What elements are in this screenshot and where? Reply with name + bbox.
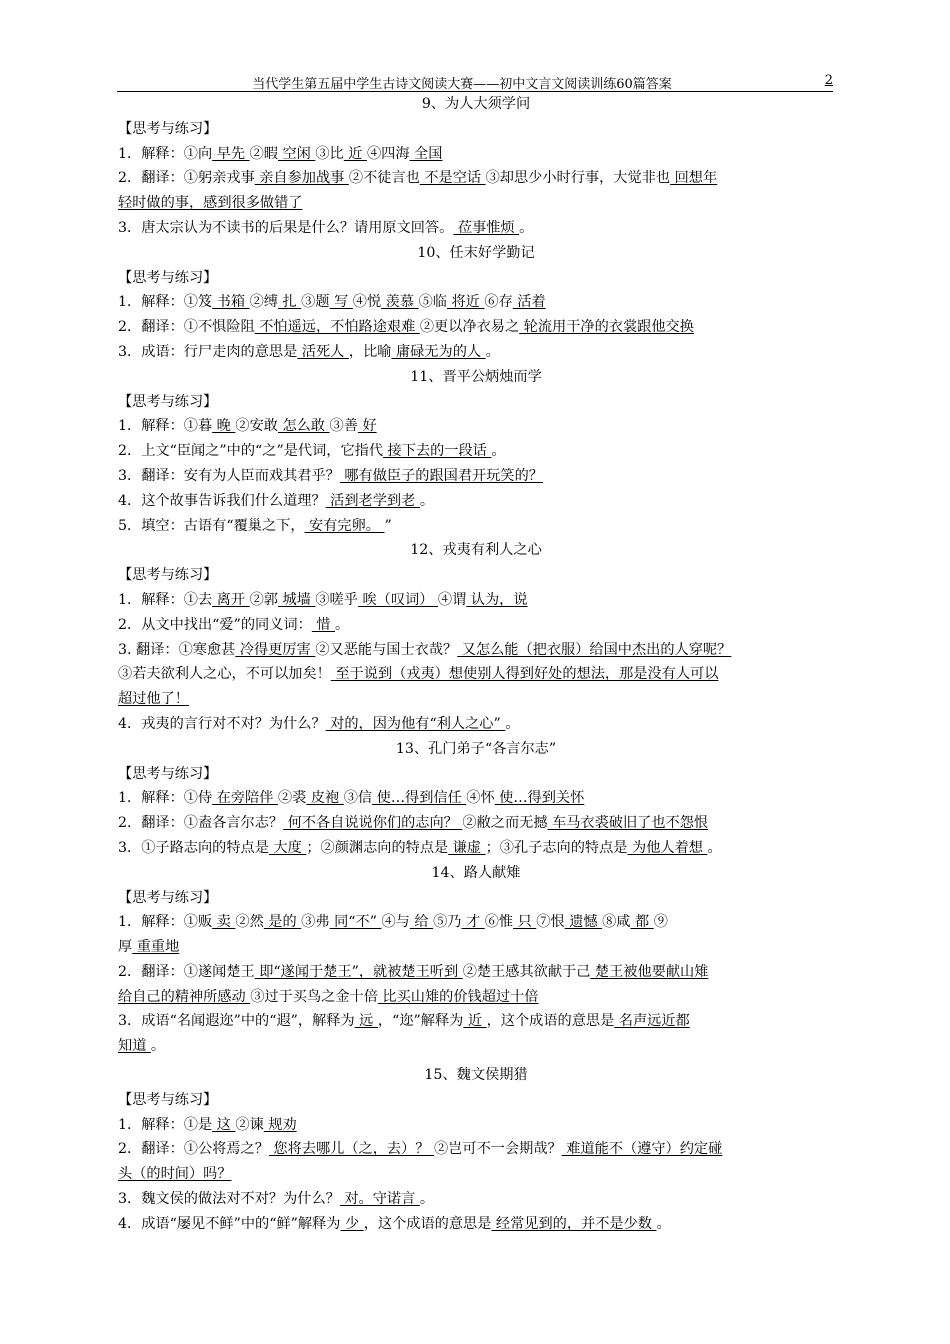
answer-text: 才 — [461, 914, 485, 931]
text-line — [118, 811, 834, 836]
answer-text: 经常见到的，并不是少数 — [491, 1215, 657, 1232]
question-text: ⑤临 — [418, 294, 447, 311]
question-text: ②裘 — [277, 790, 307, 807]
question-text: 2．翻译：①盍各言尔志？ — [118, 815, 284, 832]
question-text: ⑥存 — [484, 294, 513, 311]
answer-text: 比买山雉的价钱超过十倍 — [377, 988, 539, 1005]
answer-text: 大度 — [268, 839, 307, 856]
text-line — [118, 563, 834, 588]
question-text: 3．成语：行尸走肉的意思是 — [118, 343, 298, 360]
answer-text: 回想年 — [670, 170, 718, 187]
text-line — [118, 439, 834, 464]
section-title — [118, 861, 834, 886]
text-line — [118, 1034, 834, 1059]
text-line — [118, 340, 834, 365]
answer-text: 楚王被他要献山雉 — [590, 963, 709, 980]
question-text: ；②颜渊志向的特点是 — [306, 839, 449, 856]
answer-text: 少 — [340, 1215, 364, 1232]
question-text: ⑨ — [653, 914, 668, 931]
answer-text: 这 — [212, 1116, 236, 1133]
answer-text: 遗憾 — [564, 914, 603, 931]
question-text: ②更以净衣易之 — [419, 319, 520, 336]
text-line — [118, 588, 834, 613]
text-line — [118, 836, 834, 861]
question-text: ③信 — [343, 790, 373, 807]
answer-text: 活着 — [512, 294, 546, 311]
question-text: ④四海 — [366, 145, 410, 162]
answer-text: 使…得到关怀 — [494, 790, 585, 807]
answer-text: 又怎么能（把衣服）给国中杰出的人穿呢？ — [457, 641, 732, 658]
page-header — [117, 73, 833, 92]
answer-text: 给 — [409, 914, 434, 931]
question-text: 9、为人大须学问 — [421, 96, 531, 112]
answer-text: 难道能不（遵守）约定碰 — [561, 1141, 723, 1158]
question-text: ③题 — [301, 294, 330, 311]
question-text: 。 — [335, 616, 350, 633]
question-text: ②敝之而无撼 — [462, 815, 548, 832]
question-text: 。 — [707, 839, 722, 856]
text-line — [118, 786, 834, 811]
text-line — [118, 266, 834, 291]
question-text: 2．翻译：①遂闻楚王 — [118, 963, 255, 980]
question-text: ③过于买鸟之金十倍 — [250, 988, 378, 1005]
answer-text: 好 — [357, 418, 377, 435]
answer-text: 对。守诺言 — [339, 1191, 420, 1208]
text-line — [118, 1137, 834, 1162]
answer-text: 不怕遥远，不怕路途艰难 — [254, 319, 420, 336]
answer-text: 早先 — [212, 145, 250, 162]
question-text: 【思考与练习】 — [118, 120, 218, 137]
text-line — [118, 1009, 834, 1034]
section-title — [118, 538, 834, 563]
answer-text: 您将去哪儿（之，去）？ — [268, 1141, 434, 1158]
question-text: 14、路人献雉 — [431, 864, 521, 881]
answer-text: 为他人着想 — [627, 839, 708, 856]
text-line — [118, 613, 834, 638]
section-title — [118, 92, 834, 117]
answer-text: 至于说到（戎夷）想使别人得到好处的想法，那是没有人可以 — [330, 666, 719, 683]
question-text: 。 — [150, 1038, 166, 1055]
question-text: ②郭 — [249, 591, 278, 608]
question-text: 【思考与练习】 — [118, 1091, 218, 1108]
text-line — [118, 960, 834, 985]
answer-text: 接下去的一段话 — [383, 443, 492, 460]
answer-text: 活到老学到老 — [325, 492, 420, 509]
question-text: 12、戎夷有利人之心 — [410, 542, 542, 559]
answer-text: 惜 — [311, 616, 336, 633]
answer-text: 全国 — [409, 145, 443, 162]
answer-text: 皮袍 — [306, 790, 344, 807]
text-line — [118, 166, 834, 191]
question-text: ③嗟乎 — [315, 591, 358, 608]
answer-text: 唉（叹词） — [357, 591, 438, 608]
question-text: ，这个成语的意思是 — [486, 1013, 615, 1030]
question-text: 1．解释：①贩 — [118, 914, 213, 931]
answer-text: 使…得到信任 — [372, 790, 467, 807]
answer-text: 冷得更厉害 — [235, 641, 316, 658]
answer-text: 不是空话 — [419, 170, 486, 187]
answer-text: 卖 — [212, 914, 236, 931]
question-text: 2．上文“臣闻之”中的“之”是代词，它指代 — [118, 443, 384, 460]
question-text: 1．解释：①去 — [118, 591, 213, 608]
answer-text: 重重地 — [132, 939, 180, 956]
question-text: 2．翻译：①不惧险阻 — [118, 319, 255, 336]
question-text: ③比 — [315, 145, 344, 162]
question-text: ④与 — [381, 914, 410, 931]
question-text: 3. 翻译：①寒愈甚 — [118, 641, 236, 658]
question-text: ③善 — [329, 418, 358, 435]
question-text: 11、晋平公炳烛而学 — [410, 368, 542, 385]
question-text: 1．解释：①向 — [118, 145, 213, 162]
text-line — [118, 712, 834, 737]
question-text: ②缚 — [249, 294, 278, 311]
question-text: ②暇 — [249, 145, 278, 162]
question-text: ③若夫欲利人之心，不可以加矣！ — [118, 666, 331, 683]
question-text: 。 — [419, 492, 435, 509]
question-text: 3．翻译：安有为人臣而戏其君乎？ — [118, 467, 340, 484]
answer-text: 庸碌无为的人 — [391, 343, 486, 360]
answer-text: 扎 — [277, 294, 302, 311]
section-title — [118, 241, 834, 266]
answer-text: 知道 — [118, 1038, 151, 1055]
answer-text: 超过他了！ — [118, 691, 189, 708]
answer-text: 空闲 — [277, 145, 316, 162]
question-text: 。 — [505, 715, 520, 732]
text-line — [118, 762, 834, 787]
answer-text: 城墙 — [277, 591, 316, 608]
text-line — [118, 489, 834, 514]
question-text: ⑦恨 — [536, 914, 565, 931]
answer-text: 离开 — [212, 591, 250, 608]
text-line — [118, 191, 834, 216]
text-line — [118, 390, 834, 415]
question-text: 。 — [419, 1191, 435, 1208]
question-text: 3．魏文侯的做法对不对？为什么？ — [118, 1191, 340, 1208]
question-text: 【思考与练习】 — [118, 889, 218, 906]
question-text: ②楚王感其欲献于己 — [462, 963, 591, 980]
answer-text: 轮流用干净的衣裳跟他交换 — [519, 319, 694, 336]
text-line — [118, 216, 834, 241]
text-line — [118, 1113, 834, 1138]
answer-text: 只 — [513, 914, 537, 931]
question-text: 1．解释：①笈 — [118, 294, 213, 311]
question-text: ②安敢 — [235, 418, 278, 435]
text-line — [118, 1187, 834, 1212]
answer-text: 同“不” — [329, 914, 382, 931]
answer-text: 哪有做臣子的跟国君开玩笑的？ — [339, 467, 543, 484]
answer-text: 何不各自说说你们的志向？ — [283, 815, 463, 832]
answer-text: 安有完卵。 — [304, 517, 385, 534]
section-title — [118, 1063, 834, 1088]
text-line — [118, 414, 834, 439]
question-text: ；③孔子志向的特点是 — [485, 839, 628, 856]
question-text: 13、孔门弟子“各言尔志” — [395, 740, 557, 757]
text-line — [118, 1088, 834, 1113]
question-text: 2．翻译：①公将焉之？ — [118, 1141, 269, 1158]
question-text: ③却思少小时行事，大觉非也 — [485, 170, 671, 187]
answer-text: 近 — [343, 145, 367, 162]
text-line — [118, 985, 834, 1010]
question-text: ④怀 — [466, 790, 495, 807]
question-text: 3．①子路志向的特点是 — [118, 839, 269, 856]
section-title — [118, 737, 834, 762]
question-text: ②不徒言也 — [348, 170, 420, 187]
question-text: 【思考与练习】 — [118, 567, 218, 584]
text-line — [118, 662, 834, 687]
question-text: ③弗 — [301, 914, 330, 931]
question-text: ⑧咸 — [602, 914, 631, 931]
text-line — [118, 142, 834, 167]
text-line — [118, 886, 834, 911]
answer-text: 对的，因为他有“利人之心” — [325, 715, 506, 732]
question-text: 。 — [656, 1215, 671, 1232]
question-text: 。 — [491, 443, 506, 460]
question-text: ④悦 — [352, 294, 382, 311]
answer-text: 车马衣裘破旧了也不怨恨 — [547, 815, 709, 832]
text-line — [118, 910, 834, 935]
answer-text: 亲自参加战事 — [254, 170, 349, 187]
question-text: 1．解释：①是 — [118, 1116, 213, 1133]
answer-text: 给自己的精神所感动 — [118, 988, 251, 1005]
question-text: 。 — [519, 219, 534, 236]
answer-text: 头（的时间）吗？ — [118, 1166, 232, 1183]
question-text: 5．填空：古语有“覆巢之下， — [118, 517, 305, 534]
question-text: 2．翻译：①躬亲戎事 — [118, 170, 255, 187]
text-line — [118, 290, 834, 315]
question-text: 【思考与练习】 — [118, 765, 218, 782]
answer-text: 规劝 — [263, 1116, 297, 1133]
question-text: 厚 — [118, 939, 133, 956]
question-text: 4．戎夷的言行对不对？为什么？ — [118, 715, 326, 732]
text-line — [118, 638, 834, 663]
answer-text: 名声远近都 — [614, 1013, 690, 1030]
question-text: ，这个成语的意思是 — [363, 1215, 492, 1232]
question-text: 3．唐太宗认为不读书的后果是什么？请用原文回答。 — [118, 219, 454, 236]
question-text: 1．解释：①暮 — [118, 418, 213, 435]
answer-text: 怎么敢 — [277, 418, 330, 435]
question-text: ②然 — [235, 914, 264, 931]
answer-text: 即“遂闻于楚王”，就被楚王听到 — [254, 963, 463, 980]
question-text: ⑤乃 — [433, 914, 462, 931]
answer-text: 在旁陪伴 — [212, 790, 278, 807]
header-title: 当代学生第五届中学生古诗文阅读大赛——初中文言文阅读训练60篇答案 — [252, 77, 672, 92]
question-text: ②岂可不一会期哉？ — [434, 1141, 562, 1158]
page-number: 2 — [824, 73, 833, 88]
answer-text: 是的 — [263, 914, 302, 931]
question-text: ②又恶能与国士衣哉？ — [315, 641, 458, 658]
question-text: 【思考与练习】 — [118, 393, 218, 410]
answer-text: 近 — [463, 1013, 487, 1030]
question-text: ，比喻 — [348, 343, 392, 360]
question-text: ②谏 — [235, 1116, 264, 1133]
text-line — [118, 935, 834, 960]
answer-text: 远 — [354, 1013, 378, 1030]
question-text: 10、任末好学勤记 — [417, 244, 535, 261]
text-line — [118, 117, 834, 142]
answer-text: 书箱 — [212, 294, 250, 311]
answer-text: 羡慕 — [381, 294, 419, 311]
text-line — [118, 1212, 834, 1237]
answer-text: 活死人 — [297, 343, 349, 360]
text-line — [118, 1162, 834, 1187]
document-body — [118, 92, 834, 1237]
question-text: 4．这个故事告诉我们什么道理？ — [118, 492, 326, 509]
section-title — [118, 365, 834, 390]
answer-text: 莅事惟烦 — [453, 219, 520, 236]
question-text: ④谓 — [437, 591, 467, 608]
question-text: ⑥惟 — [484, 914, 514, 931]
text-line — [118, 464, 834, 489]
question-text: 1．解释：①侍 — [118, 790, 213, 807]
answer-text: 晚 — [212, 418, 236, 435]
question-text: 4．成语“屡见不鲜”中的“鲜”解释为 — [118, 1215, 341, 1232]
question-text: 【思考与练习】 — [118, 269, 218, 286]
question-text: ，“迩”解释为 — [377, 1013, 464, 1030]
question-text: 3．成语“名闻遐迩”中的“遐”，解释为 — [118, 1013, 355, 1030]
answer-text: 都 — [630, 914, 654, 931]
answer-text: 认为，说 — [466, 591, 528, 608]
answer-text: 谦虚 — [448, 839, 486, 856]
answer-text: 写 — [329, 294, 353, 311]
text-line — [118, 315, 834, 340]
text-line — [118, 514, 834, 539]
answer-text: 将近 — [446, 294, 485, 311]
question-text: ” — [384, 517, 392, 534]
question-text: 。 — [485, 343, 500, 360]
answer-text: 轻时做的事，感到很多做错了 — [118, 195, 303, 212]
question-text: 15、魏文侯期猎 — [424, 1067, 528, 1084]
question-text: 2．从文中找出“爱”的同义词： — [118, 616, 312, 633]
text-line — [118, 687, 834, 712]
